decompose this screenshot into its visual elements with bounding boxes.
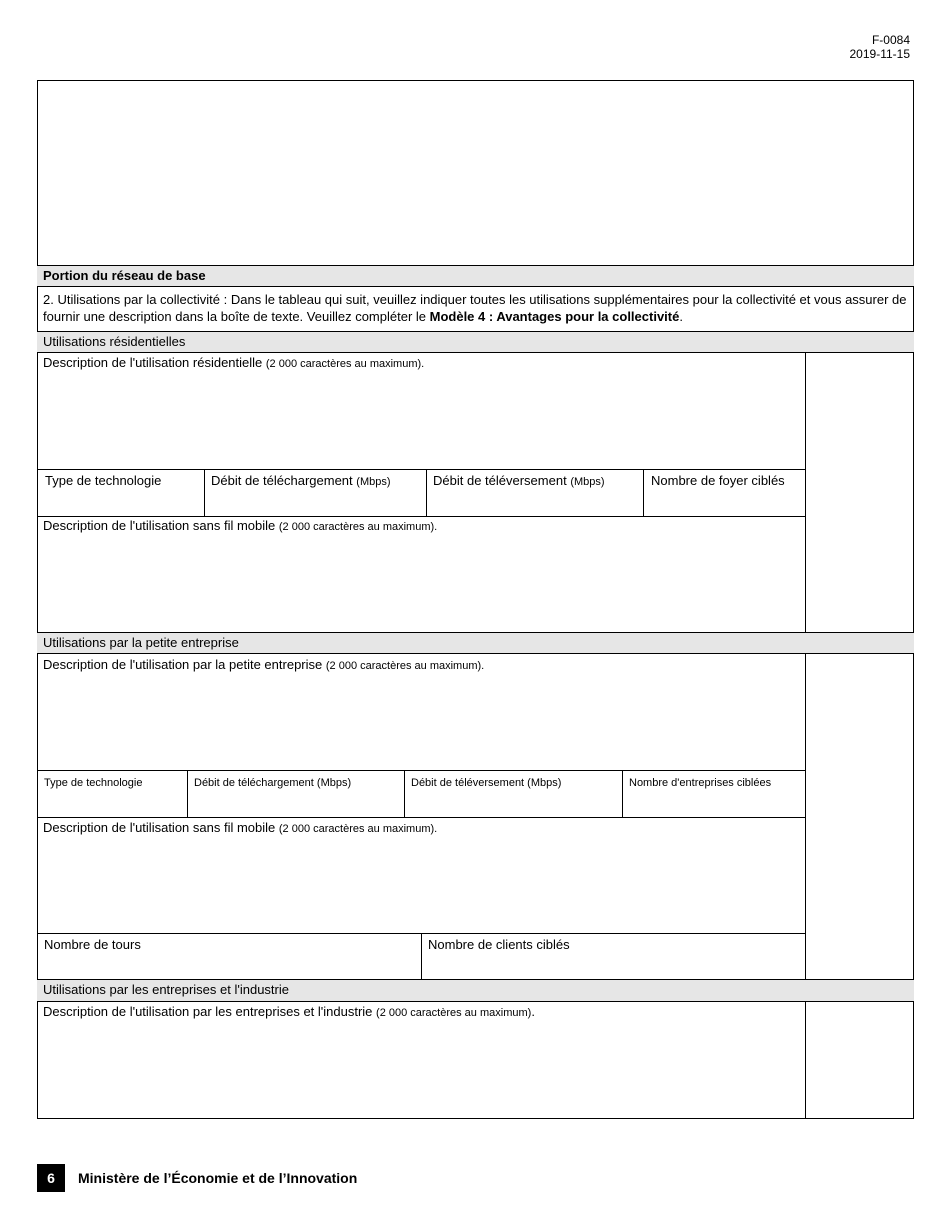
page-number: 6 bbox=[37, 1164, 65, 1192]
form-code-block bbox=[850, 33, 911, 61]
form-date: 2019-11-15 bbox=[849, 47, 910, 61]
small-business-col-upload[interactable]: Débit de téléversement (Mbps) bbox=[411, 777, 562, 789]
small-business-col-businesses[interactable]: Nombre d'entreprises ciblées bbox=[629, 777, 772, 789]
towers-row-divider bbox=[421, 933, 422, 980]
small-business-description-label: Description de l'utilisation par la petite entreprise (2 000 caractères au maximum). bbox=[43, 657, 485, 672]
ministry-name: Ministère de l’Économie et de l’Innovation bbox=[78, 1170, 358, 1186]
section-title: Portion du réseau de base bbox=[37, 265, 914, 287]
residential-col-div-2 bbox=[426, 469, 427, 516]
industry-description-input[interactable] bbox=[38, 1021, 804, 1117]
industry-checkbox-column[interactable] bbox=[806, 1003, 913, 1117]
clients-count-field[interactable]: Nombre de clients ciblés bbox=[428, 937, 570, 952]
residential-mobile-label: Description de l'utilisation sans fil mobile (2 000 caractères au maximum). bbox=[43, 518, 438, 533]
residential-col-technology[interactable]: Type de technologie bbox=[45, 473, 162, 488]
residential-col-div-3 bbox=[643, 469, 644, 516]
residential-mobile-input[interactable] bbox=[38, 535, 804, 631]
small-business-table-top bbox=[37, 770, 806, 771]
small-business-col-download[interactable]: Débit de téléchargement (Mbps) bbox=[194, 777, 352, 789]
small-business-mobile-label: Description de l'utilisation sans fil mobile (2 000 caractères au maximum). bbox=[43, 820, 438, 835]
residential-description-input[interactable] bbox=[38, 372, 804, 468]
residential-description-label: Description de l'utilisation résidentielle (2 000 caractères au maximum). bbox=[43, 355, 425, 370]
form-code: F-0084 bbox=[871, 33, 910, 47]
previous-answer-textbox[interactable] bbox=[38, 81, 913, 265]
residential-checkbox-column[interactable] bbox=[806, 354, 913, 632]
residential-col-div-1 bbox=[204, 469, 205, 516]
residential-col-upload[interactable]: Débit de téléversement (Mbps) bbox=[433, 473, 605, 488]
small-business-table-bottom bbox=[37, 817, 806, 818]
small-business-checkbox-column[interactable] bbox=[806, 655, 913, 979]
intro-paragraph bbox=[43, 291, 909, 325]
residential-band: Utilisations résidentielles bbox=[37, 331, 914, 353]
residential-table-top bbox=[37, 469, 806, 470]
industry-band: Utilisations par les entreprises et l'industrie bbox=[37, 979, 914, 1002]
small-business-description-input[interactable] bbox=[38, 674, 804, 769]
small-business-mobile-input[interactable] bbox=[38, 837, 804, 932]
residential-col-households[interactable]: Nombre de foyer ciblés bbox=[651, 473, 785, 488]
industry-description-label: Description de l'utilisation par les entreprises et l'industrie (2 000 caractères au maximum). bbox=[43, 1004, 535, 1019]
small-business-col-div-2 bbox=[404, 770, 405, 817]
residential-col-download[interactable]: Débit de téléchargement (Mbps) bbox=[211, 473, 391, 488]
intro-bold: Modèle 4 : Avantages pour la collectivité bbox=[429, 309, 680, 324]
small-business-col-technology[interactable]: Type de technologie bbox=[44, 777, 143, 789]
towers-count-field[interactable]: Nombre de tours bbox=[44, 937, 141, 952]
residential-table-bottom bbox=[37, 516, 806, 517]
small-business-col-div-1 bbox=[187, 770, 188, 817]
small-business-col-div-3 bbox=[622, 770, 623, 817]
small-business-band: Utilisations par la petite entreprise bbox=[37, 632, 914, 654]
intro-end: . bbox=[679, 309, 683, 324]
intro-text: 2. Utilisations par la collectivité : Dans le tableau qui suit, veuillez indiquer toutes les utilisations supplémentaires pour la collectivité et vous assurer de fournir une description dans la boîte de texte. Veuillez compléter le bbox=[43, 292, 907, 324]
